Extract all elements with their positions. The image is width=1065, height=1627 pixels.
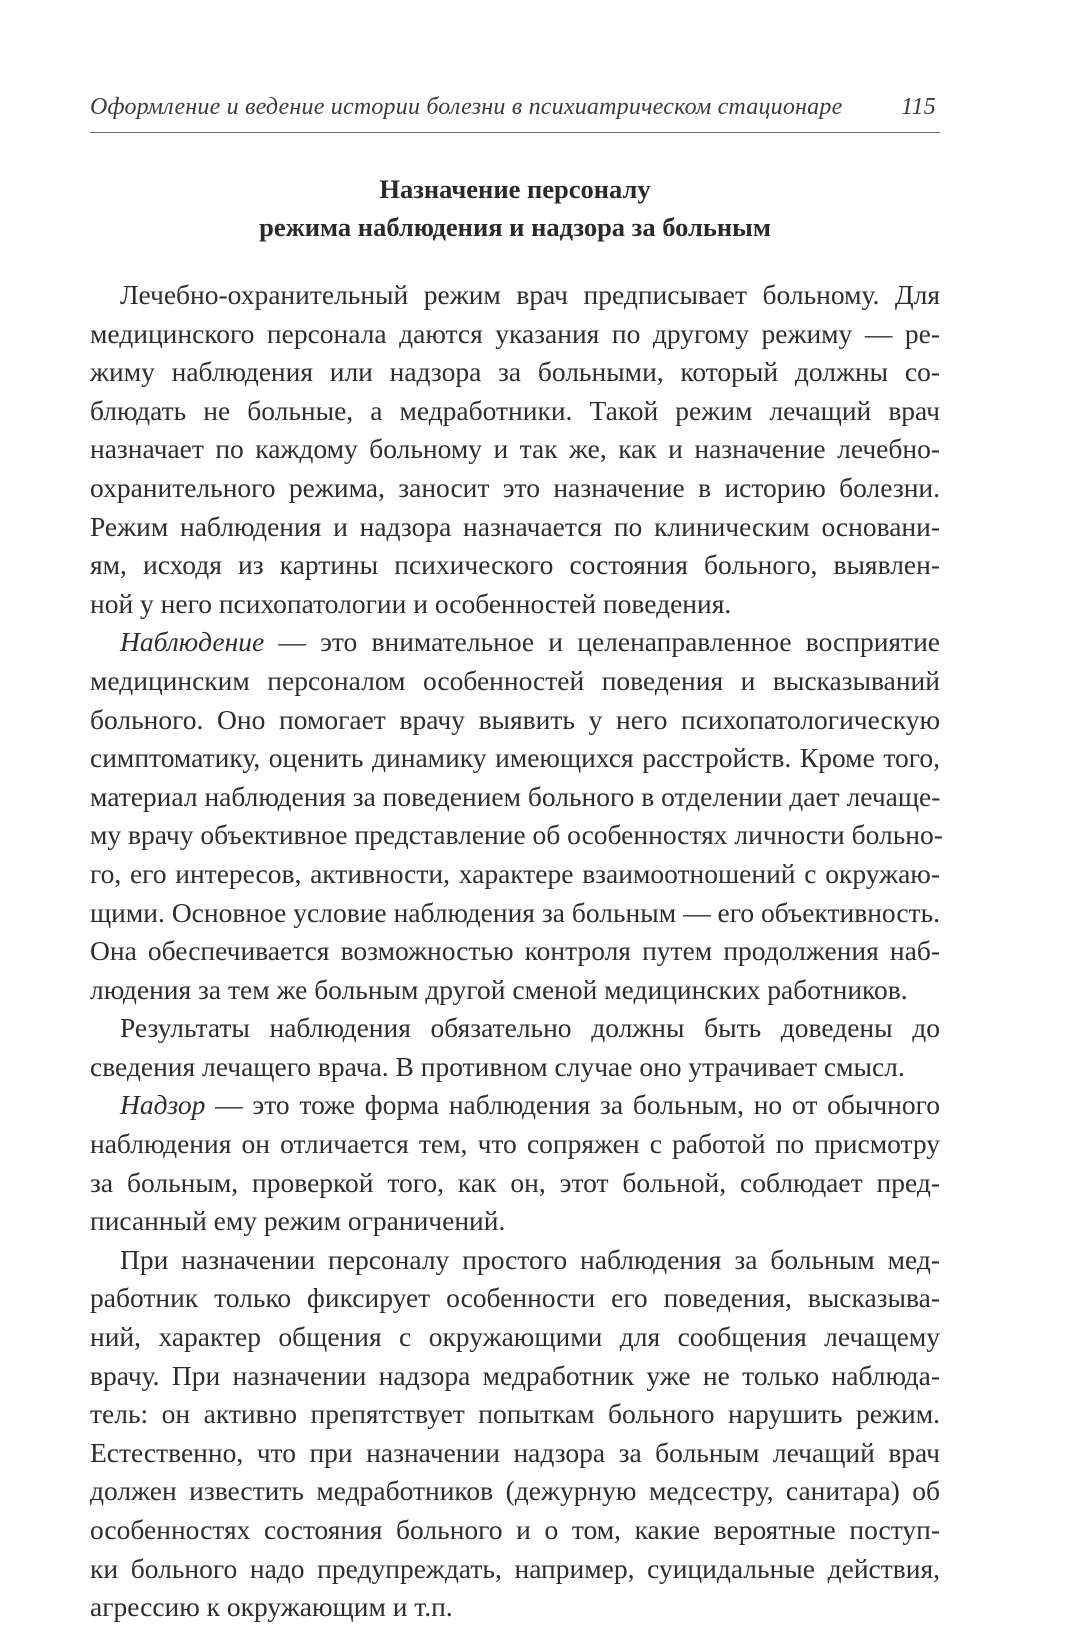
text-line bbox=[90, 585, 940, 624]
body-text bbox=[90, 276, 943, 1627]
text-line-content: писанный ему режим ограничений. bbox=[90, 1205, 506, 1237]
running-head-title: Оформление и ведение истории болезни в психиатрическом стационаре bbox=[90, 94, 843, 120]
text-line-content: Результаты наблюдения обязательно должны быть доведены до bbox=[120, 1012, 940, 1044]
text-line-content: врачу. При назначении надзора медработник уже не только наблюда- bbox=[90, 1359, 940, 1391]
text-line-content: ной у него психопатологии и особенностей поведения. bbox=[90, 587, 732, 619]
text-line bbox=[90, 1588, 940, 1627]
text-line-content: ям, исходя из картины психического состояния больного, выявлен- bbox=[90, 549, 940, 581]
text-line bbox=[90, 1164, 940, 1203]
text-line bbox=[90, 315, 940, 354]
text-line-content: Режим наблюдения и надзора назначается по клиническим основани- bbox=[90, 510, 940, 542]
text-line bbox=[90, 546, 940, 585]
text-line-content: жиму наблюдения или надзора за больными, который должны со- bbox=[90, 356, 940, 388]
text-line bbox=[90, 392, 940, 431]
text-line-content: работник только фиксирует особенности его поведения, высказыва- bbox=[90, 1282, 940, 1314]
section-heading bbox=[90, 170, 940, 246]
text-line bbox=[90, 739, 940, 778]
text-line-content: ний, характер общения с окружающими для сообщения лечащему bbox=[90, 1321, 940, 1353]
text-line-content: медицинского персонала даются указания по другому режиму — ре- bbox=[90, 317, 940, 349]
running-head bbox=[90, 94, 940, 130]
text-line bbox=[90, 1202, 940, 1241]
text-line-content: материал наблюдения за поведением больного в отделении дает лечаще- bbox=[90, 780, 941, 812]
text-line bbox=[90, 816, 943, 855]
text-line-content: Она обеспечивается возможностью контроля путем продолжения наб- bbox=[90, 935, 940, 967]
text-line bbox=[90, 894, 940, 933]
text-line-content: Лечебно-охранительный режим врач предписывает больному. Для bbox=[120, 279, 940, 310]
text-line bbox=[90, 1241, 940, 1280]
text-line bbox=[90, 932, 940, 971]
text-line bbox=[90, 1125, 940, 1164]
text-line-content: симптоматику, оценить динамику имеющихся расстройств. Кроме того, bbox=[90, 742, 940, 774]
text-line bbox=[90, 1434, 940, 1473]
text-line bbox=[90, 508, 940, 547]
text-line bbox=[90, 1550, 940, 1589]
text-line bbox=[90, 469, 940, 508]
text-line-content: блюдать не больные, а медработники. Такой режим лечащий врач bbox=[90, 394, 940, 426]
text-line bbox=[90, 971, 940, 1010]
section-heading-line-1: Назначение персоналу bbox=[379, 174, 651, 204]
text-line bbox=[90, 701, 940, 740]
text-line bbox=[90, 623, 940, 662]
text-line-content: — это внимательное и целенаправленное восприятие bbox=[264, 626, 940, 658]
text-line-content: При назначении персоналу простого наблюдения за больным мед- bbox=[120, 1243, 940, 1275]
text-line bbox=[90, 1279, 940, 1318]
text-line-content: медицинским персоналом особенностей поведения и высказываний bbox=[90, 664, 940, 696]
text-line-content: му врачу объективное представление об особенностях личности больно- bbox=[90, 819, 943, 851]
text-line-content: — это тоже форма наблюдения за больным, но от обычного bbox=[205, 1089, 940, 1121]
text-line-content: особенностях состояния больного и о том, какие вероятные поступ- bbox=[90, 1514, 940, 1545]
text-line-content: тель: он активно препятствует попыткам больного нарушить режим. bbox=[90, 1398, 940, 1430]
text-line bbox=[90, 353, 940, 392]
text-line bbox=[90, 430, 940, 469]
text-line-content: за больным, проверкой того, как он, этот больной, соблюдает пред- bbox=[90, 1166, 940, 1198]
italic-term: Наблюдение bbox=[120, 626, 265, 658]
text-line-content: людения за тем же больным другой сменой медицинских работников. bbox=[90, 973, 908, 1005]
text-line bbox=[90, 1086, 940, 1125]
text-line bbox=[90, 778, 940, 817]
section-heading-line-2: режима наблюдения и надзора за больным bbox=[259, 212, 771, 242]
text-line bbox=[90, 1048, 940, 1087]
text-line bbox=[90, 1395, 940, 1434]
text-line bbox=[90, 1472, 940, 1511]
text-line-content: го, его интересов, активности, характере взаимоотношений с окружаю- bbox=[90, 857, 940, 889]
italic-term: Надзор bbox=[120, 1089, 206, 1121]
text-line-content: агрессию к окружающим и т.п. bbox=[90, 1591, 453, 1623]
text-line bbox=[90, 855, 940, 894]
text-line-content: Естественно, что при назначении надзора за больным лечащий врач bbox=[90, 1436, 940, 1468]
text-line-content: ки больного надо предупреждать, например, суицидальные действия, bbox=[90, 1552, 940, 1584]
text-line bbox=[90, 662, 940, 701]
text-line-content: больного. Оно помогает врачу выявить у него психопатологическую bbox=[90, 703, 940, 735]
text-line bbox=[90, 1357, 940, 1396]
text-line bbox=[90, 1511, 940, 1550]
text-line-content: назначает по каждому больному и так же, как и назначение лечебно- bbox=[90, 433, 940, 465]
text-line-content: сведения лечащего врача. В противном случае оно утрачивает смысл. bbox=[90, 1050, 905, 1082]
text-line-content: щими. Основное условие наблюдения за больным — его объективность. bbox=[90, 896, 940, 928]
page-number: 115 bbox=[901, 94, 936, 120]
text-line-content: должен известить медработников (дежурную медсестру, санитара) об bbox=[90, 1475, 940, 1507]
text-line-content: наблюдения он отличается тем, что сопряжен с работой по присмотру bbox=[90, 1128, 940, 1160]
header-rule bbox=[90, 132, 940, 133]
text-line bbox=[90, 1009, 940, 1048]
text-line bbox=[90, 1318, 940, 1357]
text-line-content: охранительного режима, заносит это назначение в историю болезни. bbox=[90, 471, 940, 503]
text-line bbox=[90, 276, 940, 315]
